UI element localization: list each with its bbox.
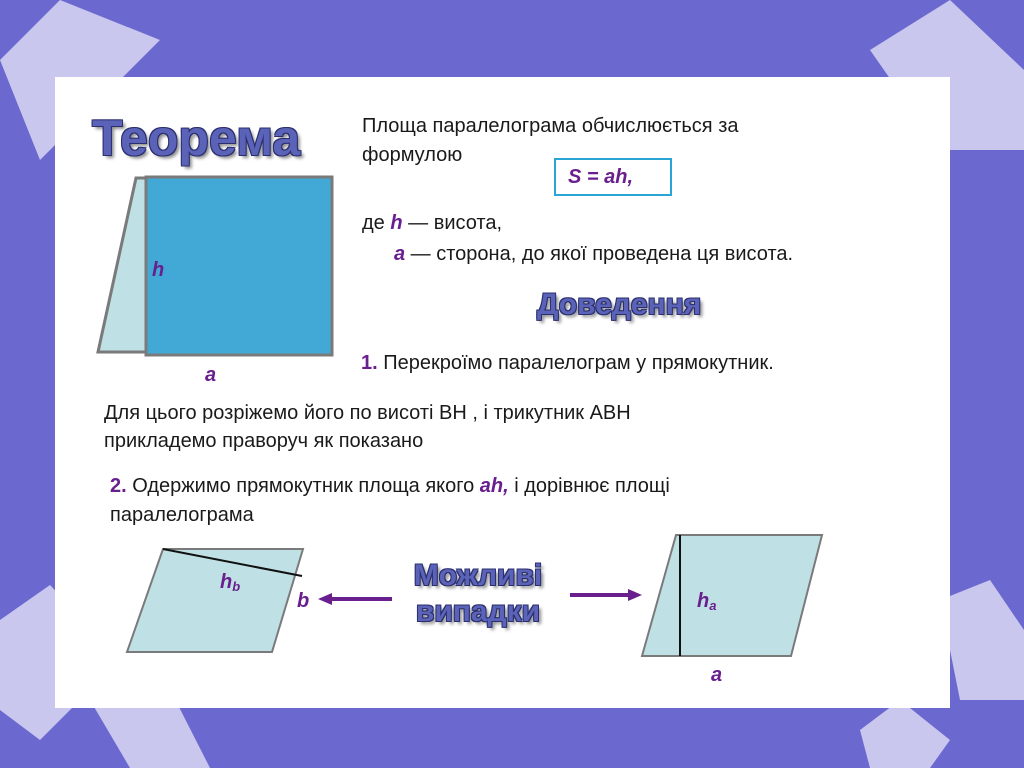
right-h-subscript: a bbox=[709, 598, 717, 613]
left-h: h bbox=[220, 571, 233, 593]
explanation-line-1: Для цього розріжемо його по висоті ВН , і трикутник АВН bbox=[104, 402, 631, 424]
explanation-line-2: прикладемо праворуч як показано bbox=[104, 430, 424, 452]
right-arrow-head bbox=[628, 589, 642, 601]
top-a-label: a bbox=[205, 364, 217, 386]
where-prefix: де bbox=[362, 212, 391, 234]
right-h: h bbox=[697, 590, 710, 612]
cut-triangle bbox=[98, 178, 148, 352]
where-a-text: — сторона, до якої проведена ця висота. bbox=[405, 243, 794, 265]
proof-title: Доведення bbox=[537, 288, 702, 321]
statement-line-2: формулою bbox=[362, 144, 463, 166]
step-1-text: Перекроїмо паралелограм у прямокутник. bbox=[377, 352, 774, 374]
possible-cases-line-1: Можливі bbox=[413, 559, 543, 592]
right-parallelogram bbox=[642, 535, 822, 656]
theorem-title: Теорема bbox=[92, 110, 301, 166]
step-2-ah: ah, bbox=[479, 475, 509, 497]
step-1-number: 1. bbox=[361, 352, 378, 374]
step-2-text-b: і дорівнює площі bbox=[508, 475, 670, 497]
step-2-text-a: Одержимо прямокутник площа якого bbox=[126, 475, 480, 497]
left-arrow-head bbox=[318, 593, 332, 605]
left-parallelogram bbox=[127, 549, 303, 652]
where-h-text: — висота, bbox=[402, 212, 503, 234]
where-a-symbol: a bbox=[394, 243, 406, 265]
formula-box: S = ah, bbox=[554, 158, 672, 196]
top-h-label: h bbox=[152, 259, 165, 281]
left-b-label: b bbox=[297, 590, 310, 612]
rectangle-shape bbox=[146, 177, 332, 355]
step-2-line-2: паралелограма bbox=[110, 504, 254, 526]
step-2-number: 2. bbox=[110, 475, 127, 497]
possible-cases-line-2: випадки bbox=[415, 595, 541, 628]
where-h-symbol: h bbox=[390, 212, 403, 234]
statement-line-1: Площа паралелограма обчислюється за bbox=[362, 115, 739, 137]
left-h-subscript: b bbox=[232, 579, 241, 594]
right-a-label: a bbox=[711, 664, 723, 686]
